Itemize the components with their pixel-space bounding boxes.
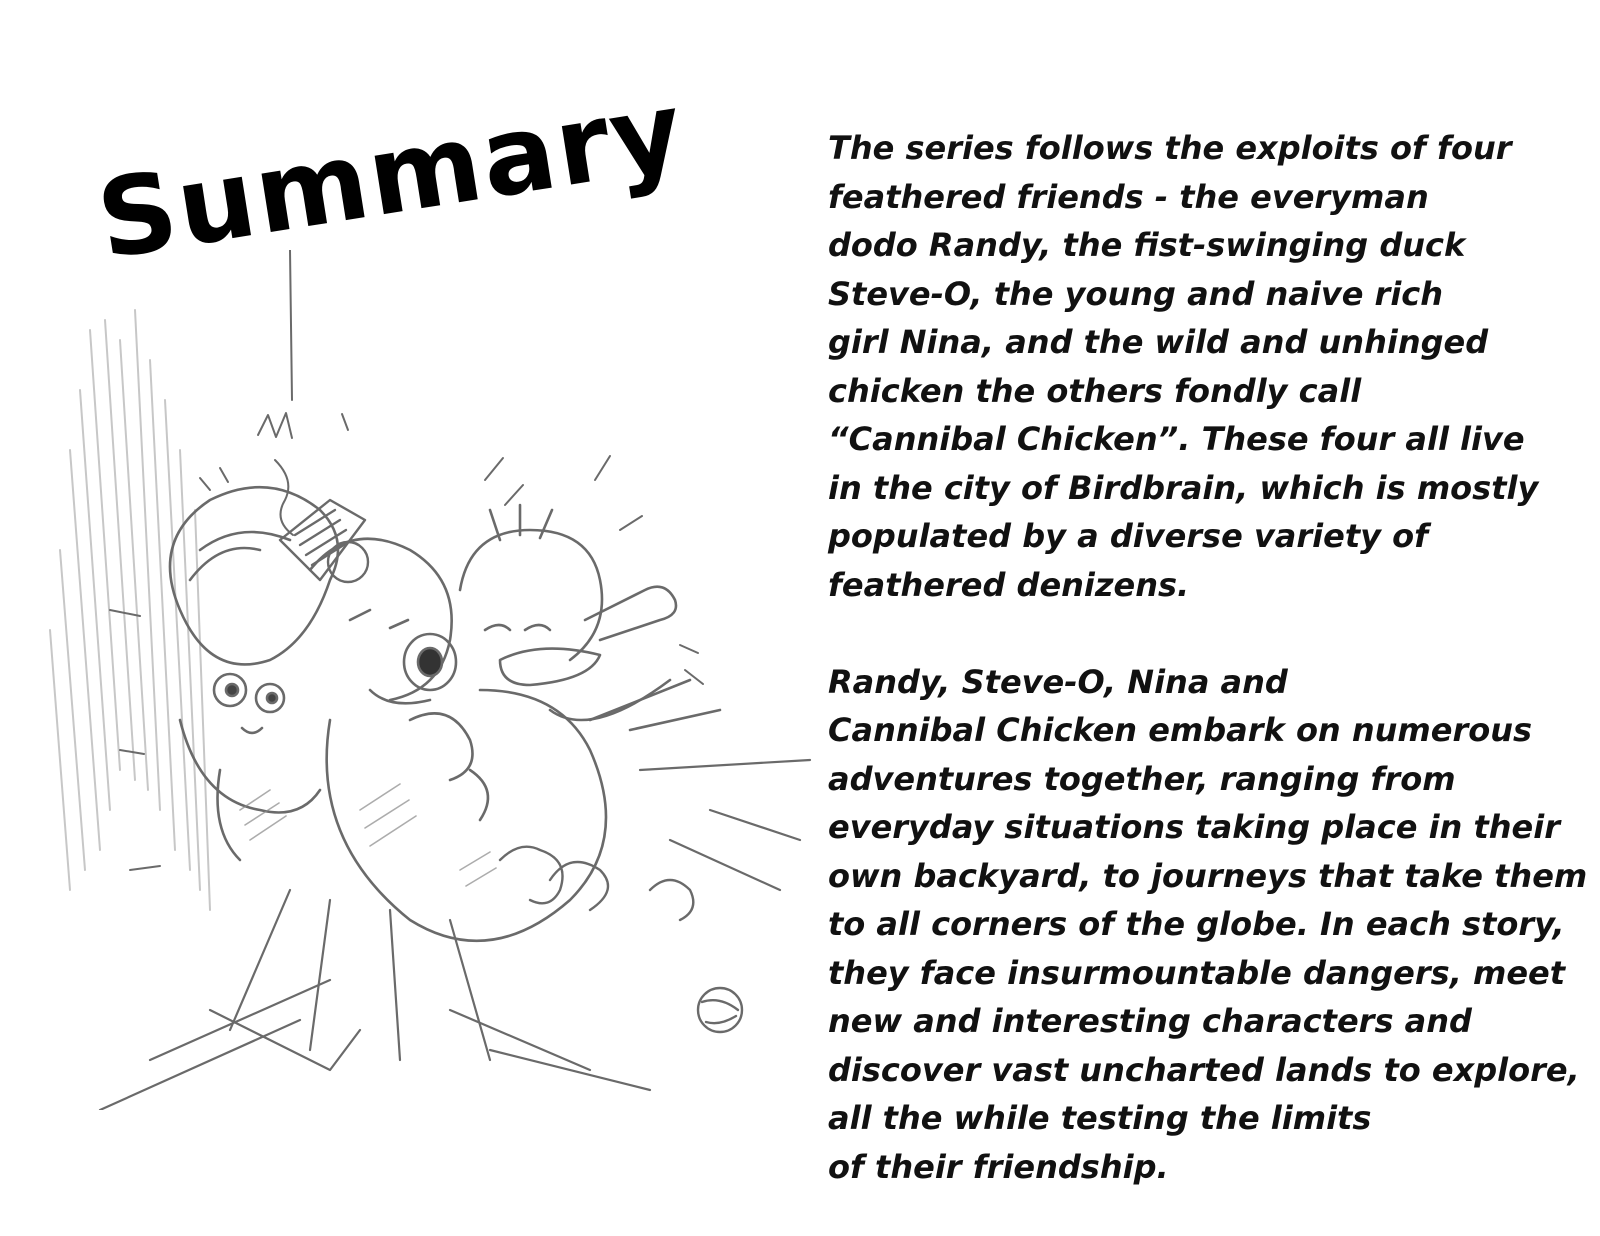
text-line: of their friendship.	[828, 1147, 1169, 1186]
text-line: feathered friends - the everyman	[828, 177, 1429, 216]
summary-paragraph-2	[828, 658, 1588, 1192]
text-line: girl Nina, and the wild and unhinged	[828, 323, 1489, 361]
text-line: adventures together, ranging from	[828, 759, 1456, 798]
text-line: populated by a diverse variety of	[828, 517, 1429, 555]
text-line: everyday situations taking place in their	[828, 808, 1560, 846]
summary-paragraph-1	[828, 124, 1588, 609]
text-line: to all corners of the globe. In each story,	[828, 905, 1565, 943]
text-line: new and interesting characters and	[828, 1002, 1472, 1040]
page-title: Summary	[89, 68, 693, 284]
text-line: Steve-O, the young and naive rich	[828, 274, 1444, 313]
text-line: discover vast uncharted lands to explore,	[828, 1050, 1580, 1089]
summary-text	[828, 124, 1588, 1191]
text-line: The series follows the exploits of four	[828, 129, 1512, 167]
text-line: feathered denizens.	[828, 565, 1190, 604]
text-line: they face insurmountable dangers, meet	[828, 953, 1566, 992]
text-line: “Cannibal Chicken”. These four all live	[828, 420, 1525, 458]
text-line: Cannibal Chicken embark on numerous	[828, 711, 1533, 749]
text-line: all the while testing the limits	[828, 1099, 1372, 1137]
text-line: own backyard, to journeys that take them	[828, 856, 1588, 895]
pencil-sketch-illustration	[30, 250, 830, 1110]
text-line: in the city of Birdbrain, which is mostly	[828, 468, 1539, 507]
text-line: chicken the others fondly call	[828, 371, 1362, 410]
text-line: dodo Randy, the fist-swinging duck	[828, 226, 1466, 264]
text-line: Randy, Steve-O, Nina and	[828, 662, 1288, 701]
